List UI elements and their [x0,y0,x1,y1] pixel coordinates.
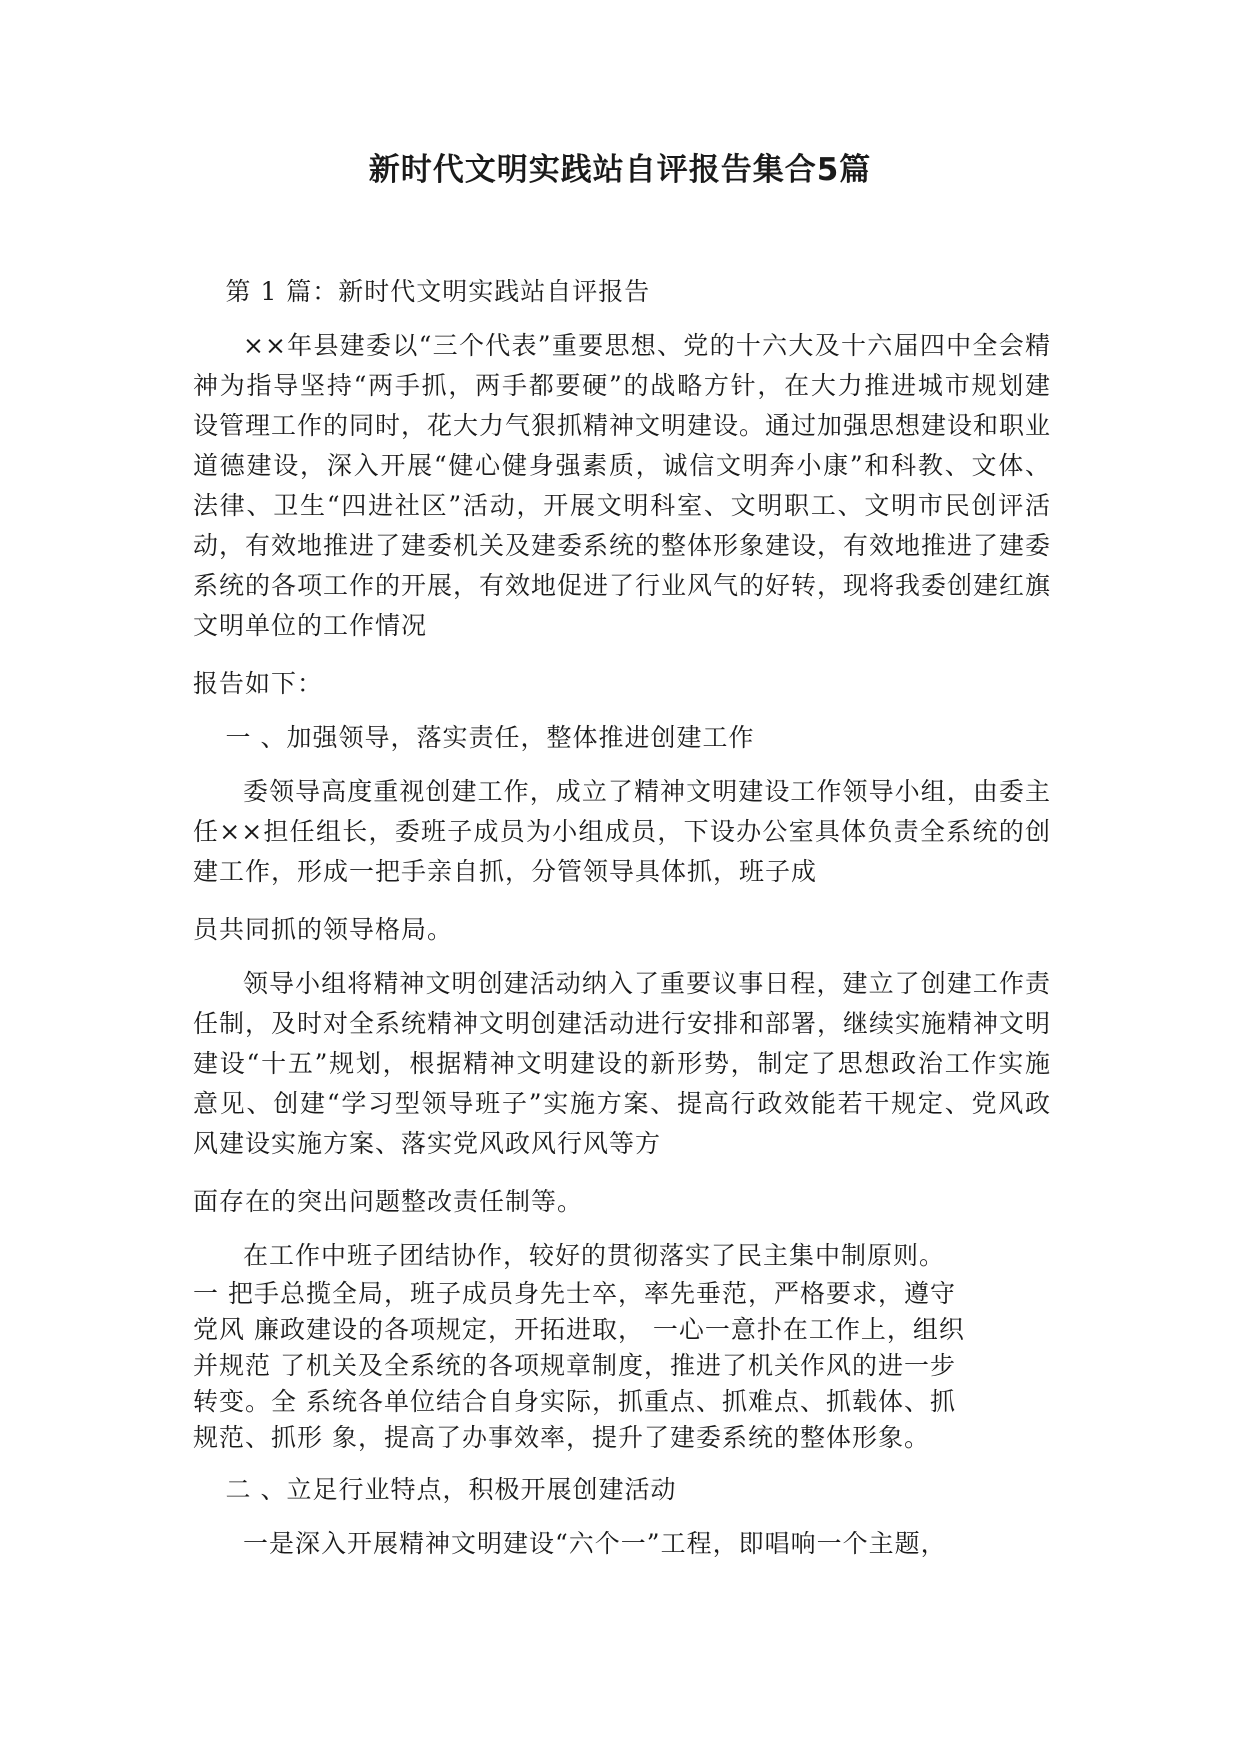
paragraph-teamwork-line-4: 并规范 了机关及全系统的各项规章制度，推进了机关作风的进一步 [193,1351,956,1380]
paragraph-leadership: 委领导高度重视创建工作，成立了精神文明建设工作领导小组，由委主任××担任组长，委班子成员为小组成员，下设办公室具体负责全系统的创建工作，形成一把手亲自抓，分管领导具体抓，班子成 [193,777,1051,886]
paragraph-teamwork-line-1: 在工作中班子团结协作，较好的贯彻落实了民主集中制原则。 [243,1241,946,1270]
paragraph-teamwork-line-3: 党风 廉政建设的各项规定，开拓进取， 一心一意扑在工作上，组织 [193,1315,965,1344]
paragraph-intro: ××年县建委以“三个代表”重要思想、党的十六大及十六届四中全会精神为指导坚持“两手抓，两手都要硬”的战略方针，在大力推进城市规划建设管理工作的同时，花大力气狠抓精神文明建设。通过加强思想建设和职业道德建设，深入开展“健心健身强素质，诚信文明奔小康”和科教、文体、法律、卫生“四进社区”活动，开展文明科室、文明职工、文明市民创评活动，有效地推进了建委机关及建委系统的整体形象建设，有效地推进了建委系统的各项工作的开展，有效地促进了行业风气的好转，现将我委创建红旗文明单位的工作情况 [193,331,1052,640]
paragraph-responsibility-tail: 面存在的突出问题整改责任制等。 [193,1187,584,1216]
paragraph-leadership-tail: 员共同抓的领导格局。 [193,915,454,944]
paragraph-teamwork-line-6: 规范、抓形 象，提高了办事效率，提升了建委系统的整体形象。 [193,1423,930,1452]
section-heading: 第 1 篇：新时代文明实践站自评报告 [225,277,651,306]
paragraph-responsibility: 领导小组将精神文明创建活动纳入了重要议事日程，建立了创建工作责任制，及时对全系统精神文明创建活动进行安排和部署，继续实施精神文明建设“十五”规划，根据精神文明建设的新形势，制定了思想政治工作实施意见、创建“学习型领导班子”实施方案、提高行政效能若干规定、党风政风建设实施方案、落实党风政风行风等方 [193,969,1052,1158]
document-body [193,272,1051,1564]
paragraph-six-projects: 一是深入开展精神文明建设“六个一”工程，即唱响一个主题， [243,1529,947,1558]
paragraph-teamwork-line-5: 转变。全 系统各单位结合自身实际，抓重点、抓难点、抓载体、抓 [193,1387,956,1416]
heading-section-two: 二 、立足行业特点，积极开展创建活动 [225,1475,677,1504]
paragraph-intro-tail: 报告如下： [193,669,324,698]
paragraph-teamwork-line-2: 一 把手总揽全局，班子成员身先士卒，率先垂范，严格要求，遵守 [193,1279,956,1308]
document-title: 新时代文明实践站自评报告集合5篇 [368,152,872,188]
heading-section-one: 一 、加强领导，落实责任，整体推进创建工作 [225,723,755,752]
